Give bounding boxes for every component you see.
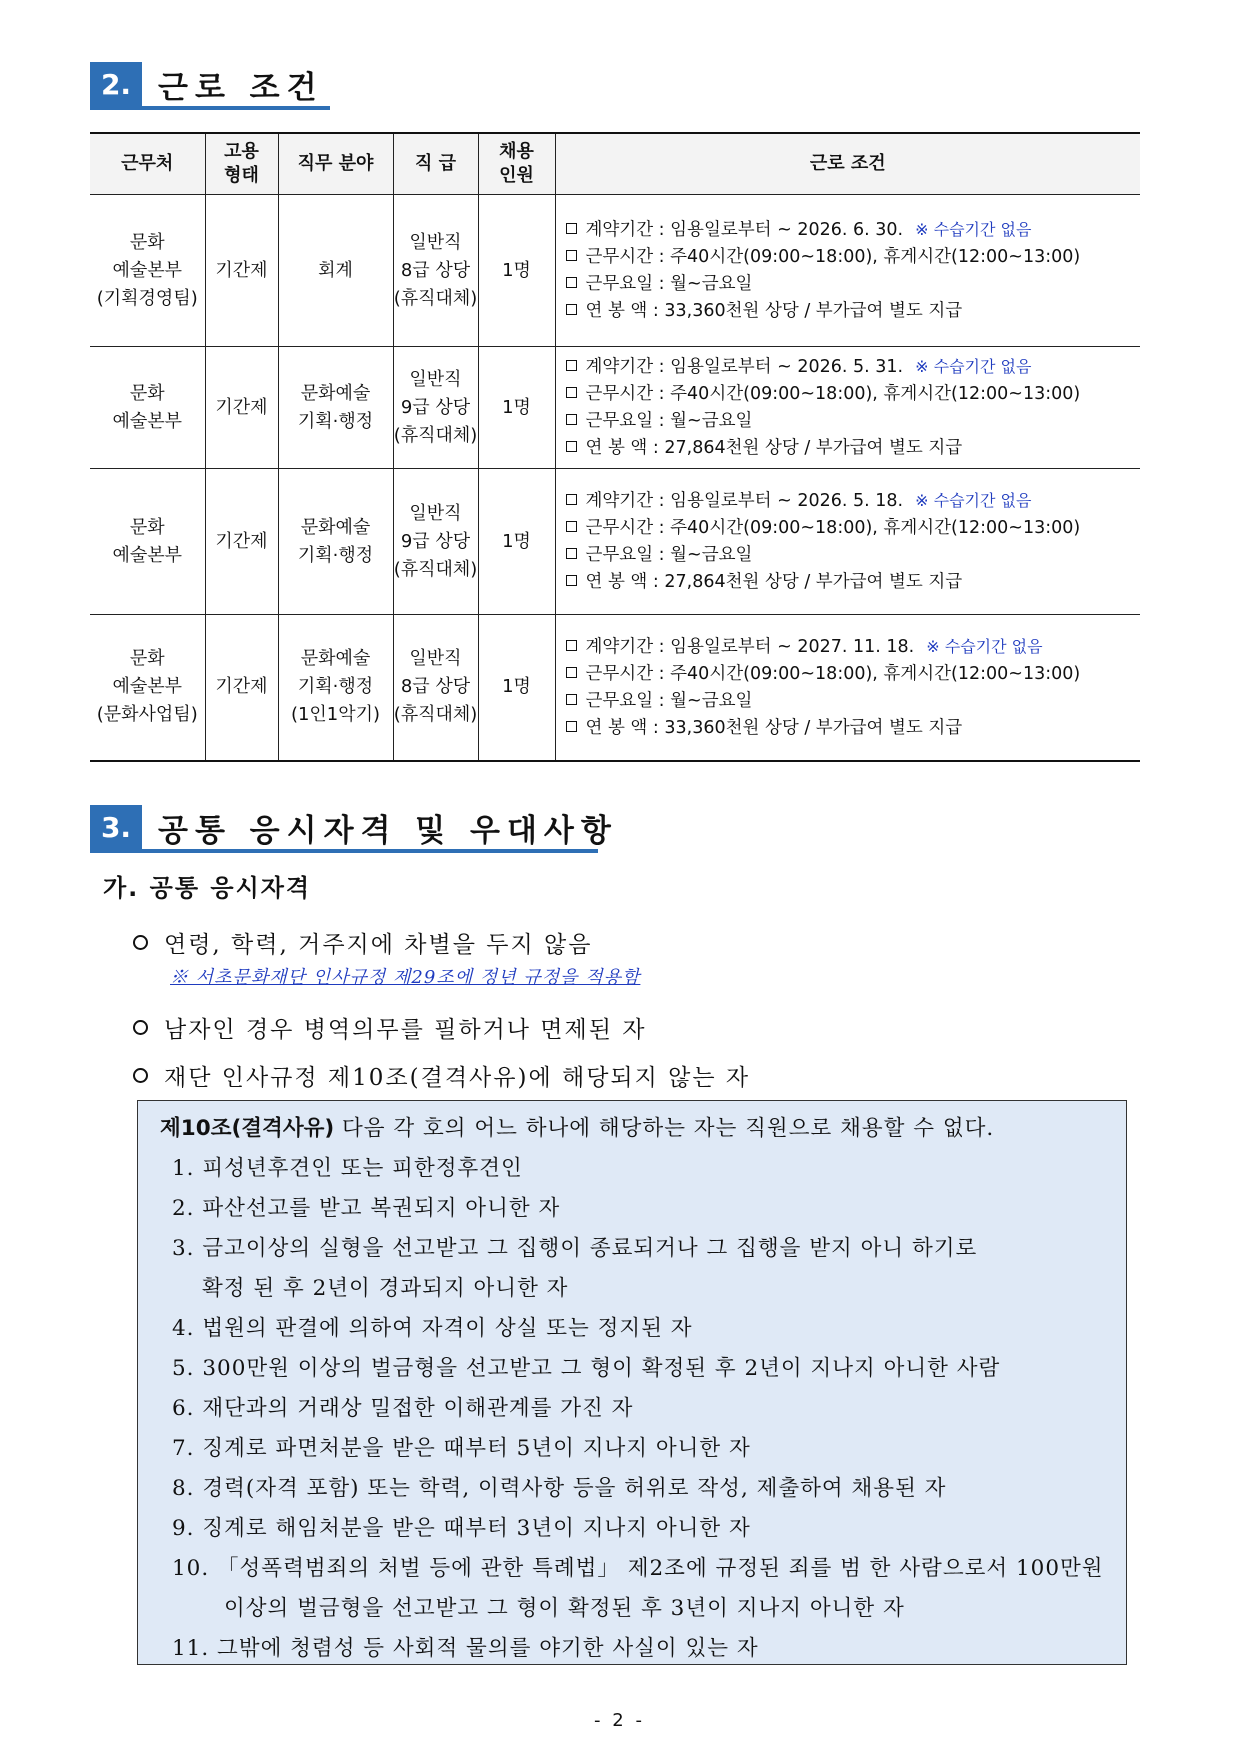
headcount-cell: 1명: [478, 615, 555, 761]
hollow-circle-bullet-icon: [133, 935, 148, 950]
conditions-cell: 계약기간 : 임용일로부터 ~ 2027. 11. 18. ※ 수습기간 없음 근무시간 : 주40시간(09:00~18:00), 휴게시간(12:00~13:00) 근무요일 : 월~금요일 연 봉 액 : 33,360천원 상당 / 부가급여 별도 지급: [555, 615, 1140, 761]
hollow-circle-bullet-icon: [133, 1020, 148, 1035]
header-employment-type: 고용 형태: [205, 133, 278, 195]
list-item: 4. 법원의 판결에 의하여 자격이 상실 또는 정지된 자: [172, 1316, 693, 1341]
table-row: [90, 195, 1140, 347]
hollow-circle-bullet-icon: [133, 1068, 148, 1083]
list-item: 7. 징계로 파면처분을 받은 때부터 5년이 지나지 아니한 자: [172, 1436, 751, 1461]
grade-cell: 일반직 8급 상당 (휴직대체): [393, 615, 478, 761]
grade-cell: 일반직 8급 상당 (휴직대체): [393, 195, 478, 347]
common-qualifications-subheading: 가. 공통 응시자격: [103, 874, 312, 902]
table-row: [90, 347, 1140, 469]
list-item-continuation: 확정 된 후 2년이 경과되지 아니한 자: [202, 1276, 569, 1301]
checkbox-square-icon: [566, 387, 577, 398]
section-2-heading: [90, 62, 324, 106]
article-10-box: [137, 1100, 1127, 1665]
checkbox-square-icon: [566, 640, 577, 651]
section-3-number: 3.: [90, 805, 142, 849]
checkbox-square-icon: [566, 548, 577, 559]
workplace-cell: 문화 예술본부: [90, 469, 205, 615]
table-header-row: [90, 133, 1140, 195]
checkbox-square-icon: [566, 277, 577, 288]
section-2-title: 근로 조건: [158, 69, 324, 106]
list-item-continuation: 이상의 벌금형을 선고받고 그 형이 확정된 후 3년이 지나지 아니한 자: [224, 1596, 905, 1621]
checkbox-square-icon: [566, 694, 577, 705]
job-field-cell: 문화예술 기획·행정: [278, 347, 393, 469]
checkbox-square-icon: [566, 575, 577, 586]
list-item: 10. 「성폭력범죄의 처벌 등에 관한 특례법」 제2조에 규정된 죄를 범 한 사람으로서 100만원: [172, 1556, 1104, 1581]
checkbox-square-icon: [566, 721, 577, 732]
workplace-cell: 문화 예술본부 (기획경영팀): [90, 195, 205, 347]
headcount-cell: 1명: [478, 347, 555, 469]
checkbox-square-icon: [566, 360, 577, 371]
section-2-number: 2.: [90, 62, 142, 106]
working-conditions-table: [90, 132, 1140, 762]
list-item: 5. 300만원 이상의 벌금형을 선고받고 그 형이 확정된 후 2년이 지나지 아니한 사람: [172, 1356, 1001, 1381]
retirement-note: ※ 서초문화재단 인사규정 제29조에 정년 규정을 적용함: [170, 967, 641, 988]
list-item: 1. 피성년후견인 또는 피한정후견인: [172, 1156, 523, 1181]
checkbox-square-icon: [566, 304, 577, 315]
table-row: [90, 469, 1140, 615]
checkbox-square-icon: [566, 494, 577, 505]
checkbox-square-icon: [566, 250, 577, 261]
checkbox-square-icon: [566, 441, 577, 452]
section-3-underline: [90, 849, 598, 853]
header-job-field: 직무 분야: [278, 133, 393, 195]
employment-type-cell: 기간제: [205, 195, 278, 347]
list-item: 11. 그밖에 청렴성 등 사회적 물의를 야기한 사실이 있는 자: [172, 1636, 759, 1661]
section-3-heading: [90, 805, 618, 849]
workplace-cell: 문화 예술본부 (문화사업팀): [90, 615, 205, 761]
qualification-bullet: 재단 인사규정 제10조(결격사유)에 해당되지 않는 자: [133, 1059, 750, 1092]
checkbox-square-icon: [566, 667, 577, 678]
table-row: [90, 615, 1140, 761]
conditions-cell: 계약기간 : 임용일로부터 ~ 2026. 5. 18. ※ 수습기간 없음 근무시간 : 주40시간(09:00~18:00), 휴게시간(12:00~13:00) 근무요일 : 월~금요일 연 봉 액 : 27,864천원 상당 / 부가급여 별도 지급: [555, 469, 1140, 615]
grade-cell: 일반직 9급 상당 (휴직대체): [393, 347, 478, 469]
headcount-cell: 1명: [478, 195, 555, 347]
conditions-cell: 계약기간 : 임용일로부터 ~ 2026. 6. 30. ※ 수습기간 없음 근무시간 : 주40시간(09:00~18:00), 휴게시간(12:00~13:00) 근무요일 : 월~금요일 연 봉 액 : 33,360천원 상당 / 부가급여 별도 지급: [555, 195, 1140, 347]
qualification-bullet: 남자인 경우 병역의무를 필하거나 면제된 자: [133, 1011, 646, 1044]
section-3-title: 공통 응시자격 및 우대사항: [158, 812, 618, 849]
employment-type-cell: 기간제: [205, 469, 278, 615]
employment-type-cell: 기간제: [205, 615, 278, 761]
article-10-title: 제10조(결격사유) 다음 각 호의 어느 하나에 해당하는 자는 직원으로 채용할 수 없다.: [160, 1116, 995, 1141]
list-item: 8. 경력(자격 포함) 또는 학력, 이력사항 등을 허위로 작성, 제출하여 채용된 자: [172, 1476, 947, 1501]
page-number: - 2 -: [594, 1710, 645, 1731]
conditions-cell: 계약기간 : 임용일로부터 ~ 2026. 5. 31. ※ 수습기간 없음 근무시간 : 주40시간(09:00~18:00), 휴게시간(12:00~13:00) 근무요일 : 월~금요일 연 봉 액 : 27,864천원 상당 / 부가급여 별도 지급: [555, 347, 1140, 469]
grade-cell: 일반직 9급 상당 (휴직대체): [393, 469, 478, 615]
qualification-bullet: 연령, 학력, 거주지에 차별을 두지 않음: [133, 926, 592, 959]
checkbox-square-icon: [566, 414, 577, 425]
job-field-cell: 문화예술 기획·행정 (1인1악기): [278, 615, 393, 761]
workplace-cell: 문화 예술본부: [90, 347, 205, 469]
job-field-cell: 문화예술 기획·행정: [278, 469, 393, 615]
section-2-underline: [90, 106, 330, 110]
job-field-cell: 회계: [278, 195, 393, 347]
header-conditions: 근로 조건: [555, 133, 1140, 195]
employment-type-cell: 기간제: [205, 347, 278, 469]
headcount-cell: 1명: [478, 469, 555, 615]
header-headcount: 채용 인원: [478, 133, 555, 195]
list-item: 9. 징계로 해임처분을 받은 때부터 3년이 지나지 아니한 자: [172, 1516, 751, 1541]
list-item: 3. 금고이상의 실형을 선고받고 그 집행이 종료되거나 그 집행을 받지 아니 하기로: [172, 1236, 978, 1261]
header-workplace: 근무처: [90, 133, 205, 195]
checkbox-square-icon: [566, 223, 577, 234]
header-grade: 직 급: [393, 133, 478, 195]
list-item: 2. 파산선고를 받고 복권되지 아니한 자: [172, 1196, 561, 1221]
checkbox-square-icon: [566, 521, 577, 532]
list-item: 6. 재단과의 거래상 밀접한 이해관계를 가진 자: [172, 1396, 634, 1421]
